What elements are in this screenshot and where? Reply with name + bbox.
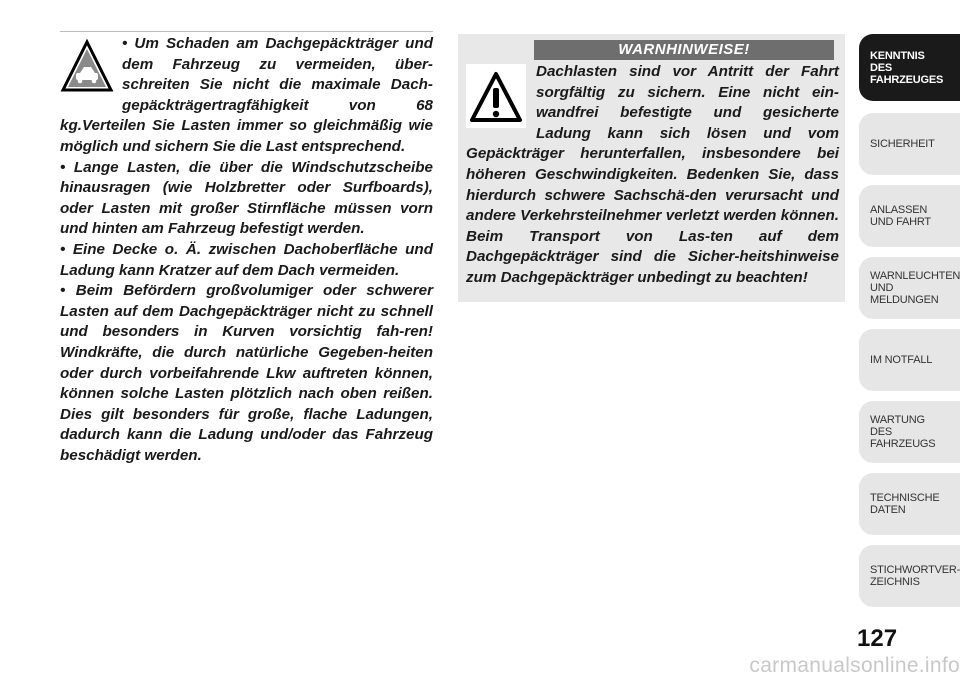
divider-line	[60, 31, 433, 32]
sidebar-tab-label: UND	[870, 282, 894, 294]
sidebar-tab-4[interactable]	[859, 329, 960, 391]
car-warning-icon	[60, 38, 114, 94]
paragraph-long-loads: • Lange Lasten, die über die Windschutzscheibe hinausragen (wie Holzbretter oder Surfboards), oder Lasten mit großer Stirnfläche müssen vorn und hinten am Fahrzeug befestigt werden.	[60, 158, 433, 238]
warning-title: WARNHINWEISE!	[534, 40, 834, 60]
sidebar-tab-label: IM NOTFALL	[870, 354, 933, 366]
sidebar-tab-label: FAHRZEUGES	[870, 73, 944, 86]
warning-text: Dachlasten sind vor Antritt der Fahrt sorgfältig zu sichern. Eine nicht ein-wandfrei befestigte und gesicherte Ladung kann sich lösen und vom Gepäckträger herunterfallen, insbesondere bei höheren Geschwindigkeiten. Bedenken Sie, dass hierdurch schwere Sachschä-den verursacht und andere Verkehrsteilnehmer verletzt werden können. Beim Transport von Las-ten auf dem Dachgepäckträger sind die Sicher-heitshinweise zum Dachgepäckträger unbedingt zu beachten!	[466, 63, 839, 286]
left-column	[60, 34, 433, 466]
watermark: carmanualsonline.info	[749, 654, 960, 677]
sidebar-tab-7[interactable]	[859, 545, 960, 607]
paragraph-blanket: • Eine Decke o. Ä. zwischen Dachoberfläche und Ladung kann Kratzer auf dem Dach vermeiden.	[60, 240, 433, 279]
page-number: 127	[857, 625, 898, 652]
warning-box	[458, 34, 845, 302]
sidebar-tab-1[interactable]	[859, 113, 960, 175]
sidebar-tab-label: FAHRZEUGS	[870, 438, 936, 450]
sidebar-tab-label: STICHWORTVER-	[870, 564, 960, 576]
paragraph-roof-damage: • Um Schaden am Dachgepäckträger und dem Fahrzeug zu vermeiden, über-schreiten Sie nicht die maximale Dach-gepäckträgertragfähigkeit von 68 kg.Verteilen Sie Lasten immer so gleichmäßig wie möglich und sichern Sie die Last entsprechend.	[60, 35, 433, 155]
sidebar-tab-label: SICHERHEIT	[870, 138, 935, 150]
sidebar-tab-label: TECHNISCHE	[870, 492, 940, 504]
sidebar-tab-3[interactable]	[859, 257, 960, 319]
sidebar-tab-label: DES	[870, 61, 893, 74]
sidebar-tab-label: UND FAHRT	[870, 216, 931, 228]
sidebar-tab-label: WARTUNG	[870, 414, 925, 426]
sidebar-tab-2[interactable]	[859, 185, 960, 247]
sidebar-tab-label: WARNLEUCHTEN	[870, 270, 960, 282]
exclamation-warning-icon	[466, 64, 526, 128]
paragraph-heavy-loads: • Beim Befördern großvolumiger oder schwerer Lasten auf dem Dachgepäckträger nicht zu schnell und besonders in Kurven vorsichtig fah-ren! Windkräfte, die durch natürliche Gegeben-heiten oder durch vorbeifahrende Lkw auftreten können, können solche Lasten plötzlich nach oben reißen. Dies gilt besonders für große, flache Ladungen, dadurch kann die Ladung und/oder das Fahrzeug beschädigt werden.	[60, 282, 433, 464]
sidebar-tab-label: DATEN	[870, 504, 906, 516]
sidebar-tab-5[interactable]	[859, 401, 960, 463]
sidebar-tab-6[interactable]	[859, 473, 960, 535]
sidebar-tab-0[interactable]	[859, 34, 960, 101]
sidebar-tab-label: DES	[870, 426, 893, 438]
sidebar-tab-label: MELDUNGEN	[870, 294, 939, 306]
sidebar-tab-label: ANLASSEN	[870, 204, 928, 216]
sidebar-tab-label: ZEICHNIS	[870, 576, 920, 588]
warning-text-block	[466, 62, 839, 289]
sidebar-tab-label: KENNTNIS	[870, 49, 925, 62]
